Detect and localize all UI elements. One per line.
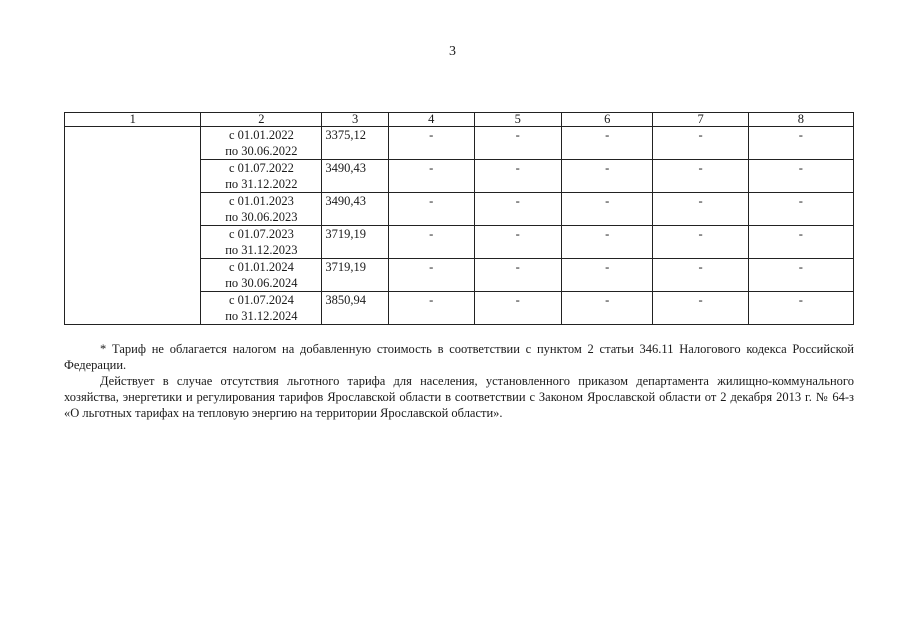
dash-cell: - (653, 259, 748, 292)
header-cell-6: 6 (562, 113, 653, 127)
dash-cell: - (388, 127, 474, 160)
dash-cell: - (562, 193, 653, 226)
dash-cell: - (562, 160, 653, 193)
dash-cell: - (474, 127, 562, 160)
dash-cell: - (653, 127, 748, 160)
period-from: с 01.01.2023 (228, 194, 294, 208)
dash-cell: - (748, 127, 853, 160)
tariff-value-cell: 3375,12 (322, 127, 389, 160)
applicability-footnote: Действует в случае отсутствия льготного тарифа для населения, установленного приказом департамента жилищно-коммунального хозяйства, энергетики и регулирования тарифов Ярославской области в соответствии с Законом Ярославской области от 2 декабря 2013 г. № 64-з «О льготных тарифах на тепловую энергию на территории Ярославской области». (64, 374, 854, 420)
dash-cell: - (562, 127, 653, 160)
dash-cell: - (562, 259, 653, 292)
dash-cell: - (562, 226, 653, 259)
dash-cell: - (474, 226, 562, 259)
dash-cell: - (653, 193, 748, 226)
period-from: с 01.07.2022 (228, 161, 294, 175)
merged-first-column-cell (65, 127, 201, 325)
period-to: по 30.06.2023 (225, 210, 298, 224)
dash-cell: - (388, 259, 474, 292)
tariff-value-cell: 3490,43 (322, 160, 389, 193)
dash-cell: - (474, 160, 562, 193)
period-cell (201, 193, 322, 226)
dash-cell: - (748, 226, 853, 259)
header-cell-4: 4 (388, 113, 474, 127)
table-header-row (65, 113, 854, 127)
dash-cell: - (653, 160, 748, 193)
period-cell (201, 160, 322, 193)
dash-cell: - (388, 193, 474, 226)
dash-cell: - (388, 160, 474, 193)
period-from: с 01.01.2022 (228, 128, 294, 142)
tariff-value-cell: 3719,19 (322, 226, 389, 259)
period-cell (201, 259, 322, 292)
dash-cell: - (748, 292, 853, 325)
header-cell-2: 2 (201, 113, 322, 127)
dash-cell: - (474, 193, 562, 226)
header-cell-8: 8 (748, 113, 853, 127)
period-from: с 01.07.2023 (228, 227, 294, 241)
dash-cell: - (388, 226, 474, 259)
header-cell-3: 3 (322, 113, 389, 127)
table-row (65, 127, 854, 160)
header-cell-5: 5 (474, 113, 562, 127)
dash-cell: - (653, 226, 748, 259)
vat-footnote: * Тариф не облагается налогом на добавленную стоимость в соответствии с пунктом 2 статьи 346.11 Налогового кодекса Российской Федерации. (64, 342, 854, 372)
dash-cell: - (388, 292, 474, 325)
dash-cell: - (474, 259, 562, 292)
dash-cell: - (748, 160, 853, 193)
period-to: по 31.12.2022 (225, 177, 298, 191)
dash-cell: - (562, 292, 653, 325)
page-number: 3 (449, 44, 456, 59)
period-to: по 30.06.2022 (225, 144, 298, 158)
period-to: по 31.12.2023 (225, 243, 298, 257)
tariff-value-cell: 3490,43 (322, 193, 389, 226)
tariff-value-cell: 3719,19 (322, 259, 389, 292)
tariff-value-cell: 3850,94 (322, 292, 389, 325)
header-cell-1: 1 (65, 113, 201, 127)
period-cell (201, 226, 322, 259)
period-to: по 30.06.2024 (225, 276, 298, 290)
period-from: с 01.01.2024 (228, 260, 294, 274)
dash-cell: - (748, 193, 853, 226)
header-cell-7: 7 (653, 113, 748, 127)
period-cell (201, 127, 322, 160)
dash-cell: - (653, 292, 748, 325)
period-from: с 01.07.2024 (228, 293, 294, 307)
dash-cell: - (748, 259, 853, 292)
footnotes (64, 341, 854, 421)
period-cell (201, 292, 322, 325)
period-to: по 31.12.2024 (225, 309, 298, 323)
dash-cell: - (474, 292, 562, 325)
tariff-table (64, 112, 854, 325)
